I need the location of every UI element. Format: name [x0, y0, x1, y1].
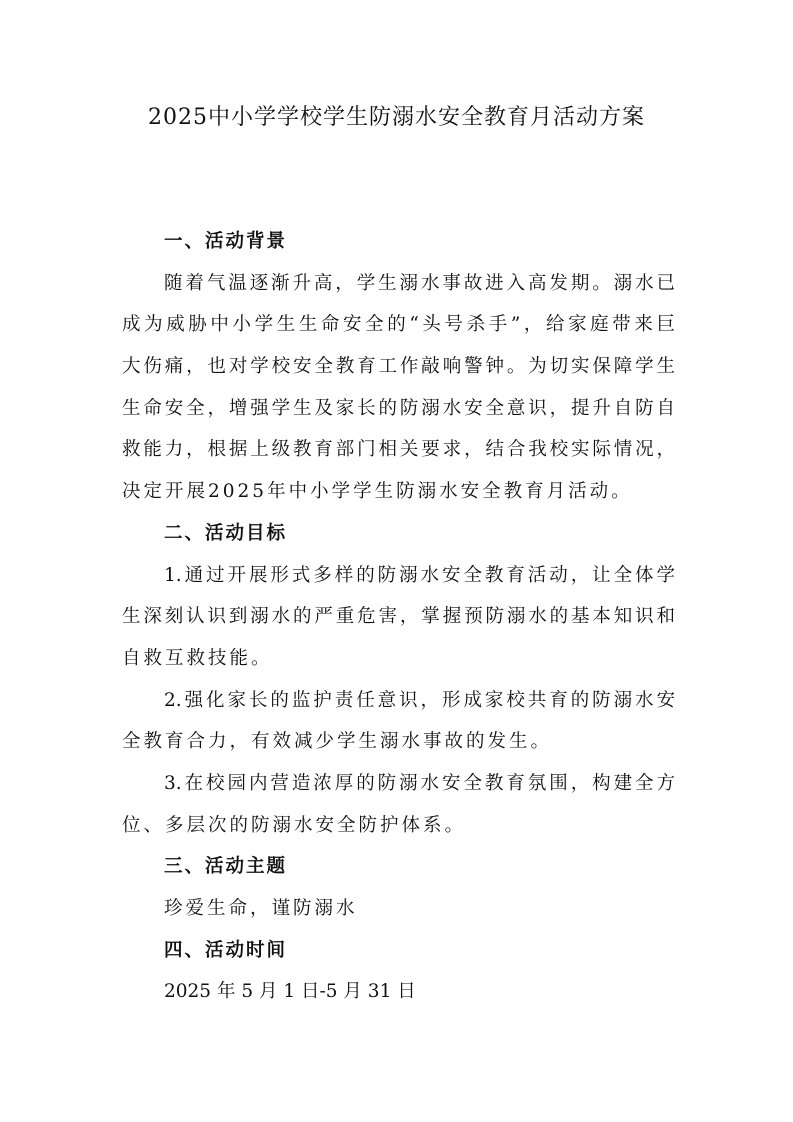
- paragraph-line: 决定开展2025年中小学学生防溺水安全教育月活动。: [122, 481, 633, 503]
- paragraph-line: 救能力，根据上级教育部门相关要求，结合我校实际情况，: [122, 439, 675, 461]
- document-body: [122, 221, 675, 1013]
- document-title: 2025中小学学校学生防溺水安全教育月活动方案: [148, 105, 645, 130]
- paragraph-line: 成为威胁中小学生生命安全的“头号杀手”，给家庭带来巨: [122, 314, 675, 336]
- section-heading: 四、活动时间: [164, 939, 288, 961]
- paragraph-line: 位、多层次的防溺水安全防护体系。: [122, 814, 467, 836]
- paragraph-line: 全教育合力，有效减少学生溺水事故的发生。: [122, 731, 553, 753]
- paragraph-line: 自救互救技能。: [122, 647, 273, 669]
- paragraph-line: 1.通过开展形式多样的防溺水安全教育活动，让全体学: [164, 564, 675, 586]
- paragraph-line: 3.在校园内营造浓厚的防溺水安全教育氛围，构建全方: [164, 772, 675, 794]
- paragraph-line: 生深刻认识到溺水的严重危害，掌握预防溺水的基本知识和: [122, 606, 675, 628]
- paragraph-line: 珍爱生命，谨防溺水: [164, 898, 358, 919]
- paragraph-line: 2025 年 5 月 1 日-5 月 31 日: [164, 981, 416, 1003]
- section-heading: 二、活动目标: [164, 522, 288, 544]
- section-heading: 三、活动主题: [164, 856, 288, 878]
- paragraph-line: 大伤痛，也对学校安全教育工作敲响警钟。为切实保障学生: [122, 356, 675, 378]
- paragraph-line: 生命安全，增强学生及家长的防溺水安全意识，提升自防自: [122, 397, 675, 419]
- paragraph-line: 2.强化家长的监护责任意识，形成家校共育的防溺水安: [164, 689, 675, 711]
- section-heading: 一、活动背景: [164, 231, 288, 252]
- paragraph-line: 随着气温逐渐升高，学生溺水事故进入高发期。溺水已: [164, 272, 675, 294]
